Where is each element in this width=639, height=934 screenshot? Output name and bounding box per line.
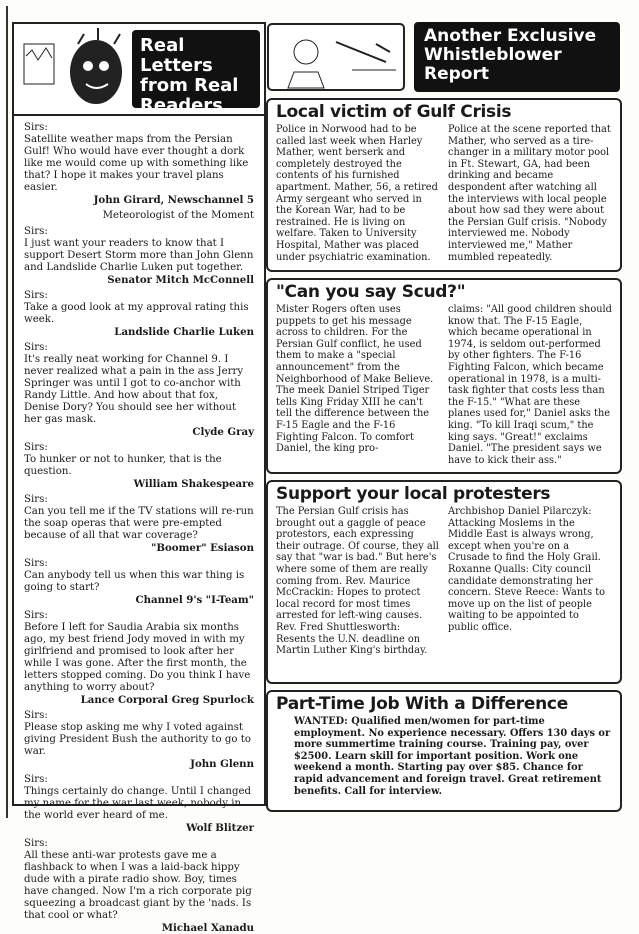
letters-header [14,24,264,116]
letter-salutation: Sirs: [24,342,48,353]
letter-signature: Clyde Gray [192,426,254,438]
letter-body: To hunker or not to hunker, that is the question. [24,454,222,477]
letter-body: Can anybody tell us when this war thing is going to start? [24,570,245,593]
article-text-col2: claims: "All good children should know that. The F-15 Eagle, which became operational in 1974, is seldom out-performed by other fighters. The F-16 Fighting Falcon, which became operational in 1978, is a multi-task fighter that costs less than the F-15." "What are these planes used for," Daniel asks the king. "To kill Iraqi scum," the king says. "Great!" exclaims Daniel. "The president says we have to kick their ass." [448,304,612,466]
letter-salutation: Sirs: [24,290,48,301]
letter-salutation: Sirs: [24,226,48,237]
letter-salutation: Sirs: [24,774,48,785]
letter-body: Take a good look at my approval rating this week. [24,302,249,325]
letter-signature-title: Meteorologist of the Moment [102,210,254,221]
report-column [266,22,622,812]
letter-salutation: Sirs: [24,710,48,721]
article-text-col1: Police in Norwood had to be called last week when Harley Mather, went berserk and completely destroyed the contents of his furnished apartment. Mather, 56, a retired Army sergeant who served in the Korean War, had to be restrained. He is living on welfare. Taken to University Hospital, Mather was placed under psychiatric examination. [276,124,438,263]
article-text-col2: Police at the scene reported that Mather, who served as a tire-changer in a military motor pool in Ft. Stewart, GA, had been drinking and became despondent after watching all the interviews with local people about how sad they were about the Persian Gulf crisis. "Nobody interviewed me. Nobody interviewed me," Mather mumbled repeatedly. [448,124,611,263]
letters-column [12,22,266,934]
letters-banner: Real Letters from Real Readers [132,30,260,108]
letter-body: Satellite weather maps from the Persian Gulf! Who would have ever thought a dork like me would come up with something like that? I hope it makes your travel plans easier. [24,134,249,193]
letter-body: All these anti-war protests gave me a flashback to when I was a laid-back hippy dude with a pirate radio show. Boy, times have changed. Now I'm a rich corporate pig squeezing a broadcast giant by the 'nads. Is that cool or what? [24,850,252,921]
letter-signature: William Shakespeare [133,478,254,490]
article-protesters [266,480,622,684]
article-part-time-job [266,690,622,812]
letter-signature: "Boomer" Esiason [151,542,254,554]
article-headline: Part-Time Job With a Difference [276,694,568,714]
whistleblower-illustration [266,22,406,92]
letter-signature: Senator Mitch McConnell [107,274,254,286]
creature-illustration [18,26,128,112]
letter-signature: Lance Corporal Greg Spurlock [80,694,254,706]
letter-body: It's really neat working for Channel 9. I never realized what a pain in the ass Jerry Springer was until I got to co-anchor with Randy Little. And how about that fox, Denise Dory? You should see her without her gas mask. [24,354,244,425]
job-ad-text: WANTED: Qualified men/women for part-time employment. No experience necessary. Offers 130 days or more summertime training course. Training pay, over $2500. Learn skill for important position. Work one weekend a month. Starting pay over $85. Chance for rapid advancement and foreign travel. Great retirement benefits. Call for interview. [293,716,611,797]
soldier-illustration [276,716,286,796]
article-scud [266,278,622,474]
letter-signature: Channel 9's "I-Team" [135,594,254,606]
letter-body: Before I left for Saudia Arabia six months ago, my best friend Jody moved in with my girlfriend and promised to look after her while I was gone. After the first month, the letters stopped coming. Do you think I have anything to worry about? [24,622,251,693]
letter-body: I just want your readers to know that I support Desert Storm more than John Glenn and Landslide Charlie Luken put together. [24,238,254,273]
letter-salutation: Sirs: [24,442,48,453]
article-text-col1: The Persian Gulf crisis has brought out a gaggle of peace protestors, each expressing their outrage. Of course, they all say that "war is bad." But here's where some of them are really coming from. Rev. Maurice McCrackin: Hopes to protect local record for most times arrested for left-wing causes. Rev. Fred Shuttlesworth: Resents the U.N. deadline on Martin Luther King's birthday. [276,506,439,657]
article-text-col2: Archbishop Daniel Pilarczyk: Attacking Moslems in the Middle East is always wrong, except when you're on a Crusade to find the Holy Grail. Roxanne Qualls: City council candidate demonstrating her concern. Steve Reece: Wants to move up on the list of people waiting to be appointed to public office. [448,506,606,633]
letter-signature: Wolf Blitzer [186,822,254,834]
letter-salutation: Sirs: [24,558,48,569]
letter-salutation: Sirs: [24,838,48,849]
article-headline: "Can you say Scud?" [276,282,466,302]
letter-salutation: Sirs: [24,610,48,621]
article-headline: Support your local protesters [276,484,551,504]
report-header [266,22,622,92]
report-banner: Another Exclusive Whistleblower Report [414,22,620,92]
letter-salutation: Sirs: [24,494,48,505]
article-gulf-victim [266,98,622,272]
article-headline: Local victim of Gulf Crisis [276,102,512,122]
letter-signature: Michael Xanadu [161,922,254,934]
letter-body: Please stop asking me why I voted against giving President Bush the authority to go to war. [24,722,252,757]
letter-signature: Landslide Charlie Luken [114,326,254,338]
letter-body: Things certainly do change. Until I changed my name for the war last week, nobody in the world ever heard of me. [24,786,252,821]
letters-list [14,116,264,934]
letter-signature: John Glenn [190,758,254,770]
letter-signature: John Girard, Newschannel 5 [93,194,254,206]
article-text-col1: Mister Rogers often uses puppets to get his message across to children. For the Persian Gulf conflict, he used them to make a "special announcement" from the Neighborhood of Make Believe. The meek Daniel Striped Tiger tells King Friday XIII he can't tell the difference between the F-15 Eagle and the F-16 Fighting Falcon. To comfort Daniel, the king pro- [276,304,434,455]
letter-body: Can you tell me if the TV stations will re-run the soap operas that were pre-empted because of all that war coverage? [24,506,254,541]
letter-salutation: Sirs: [24,122,48,133]
